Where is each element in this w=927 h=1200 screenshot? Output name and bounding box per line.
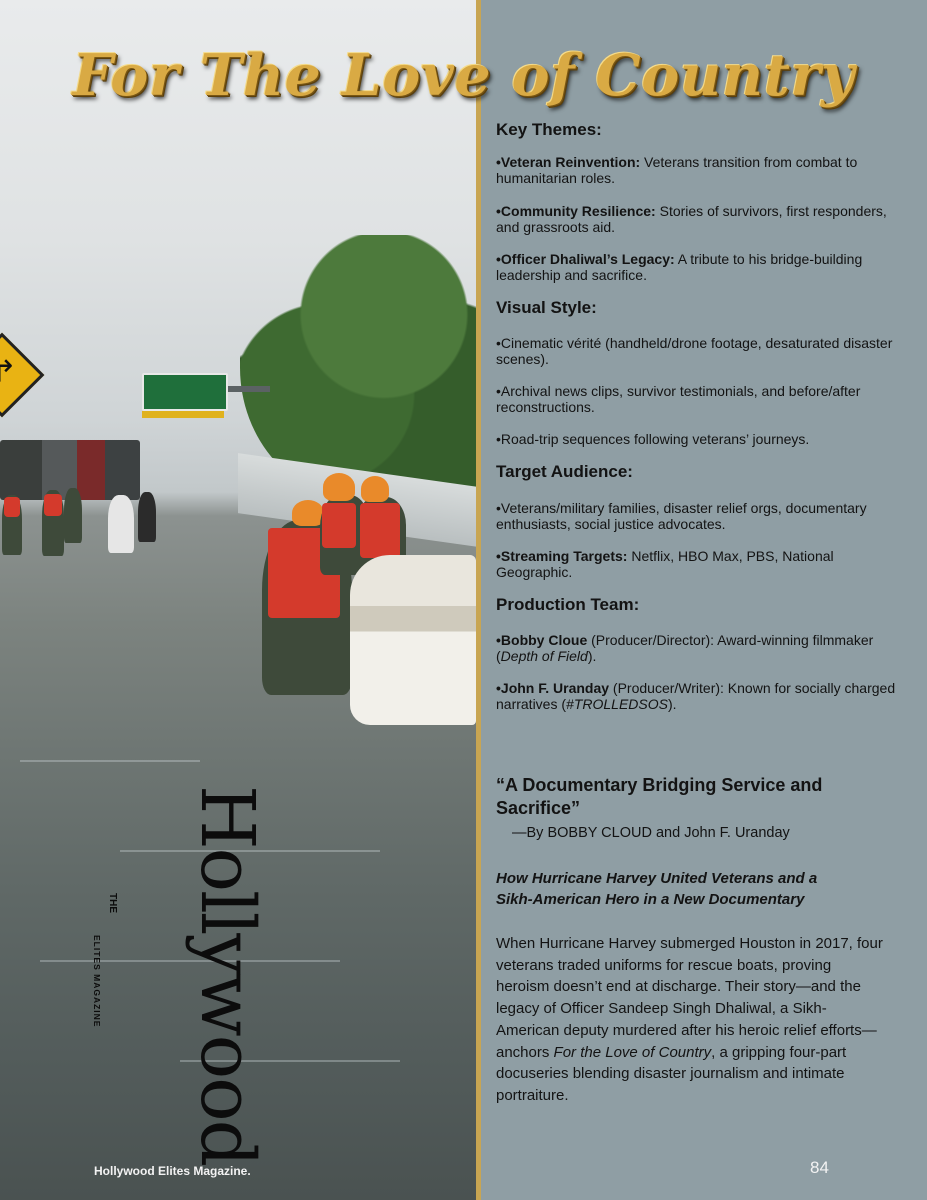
team-member: •John F. Uranday (Producer/Writer): Known for socially charged narratives (#TROLLEDSOS).: [496, 680, 896, 712]
page-number: 84: [810, 1158, 829, 1177]
style-item: •Cinematic vérité (handheld/drone footage, desaturated disaster scenes).: [496, 335, 893, 367]
magazine-logo: [80, 785, 270, 1166]
logo-tagline: ELITES MAGAZINE: [92, 935, 102, 1028]
visual-style-heading: Visual Style:: [496, 298, 597, 317]
water-ripple: [20, 760, 200, 762]
page-title: For The Love of Country: [72, 42, 855, 109]
helmet: [361, 476, 389, 502]
theme-item: •Veteran Reinvention: Veterans transition from combat to humanitarian roles.: [496, 154, 858, 186]
key-themes-heading: Key Themes:: [496, 120, 602, 139]
person: [138, 492, 156, 542]
production-team-heading: Production Team:: [496, 595, 640, 614]
team-member: •Bobby Cloue (Producer/Director): Award-winning filmmaker (Depth of Field).: [496, 632, 874, 664]
target-audience-heading: Target Audience:: [496, 462, 633, 481]
life-vest: [4, 497, 20, 517]
life-vest: [322, 503, 356, 548]
logo-the: THE: [107, 893, 118, 913]
person: [108, 495, 134, 553]
article-body: When Hurricane Harvey submerged Houston in 2017, four veterans traded uniforms for rescue boats, proving heroism doesn’t end at discharge. Their story—and the legacy of Officer Sandeep Singh Dhaliwal, a Sikh-American deputy murdered after his heroic relief efforts—anchors For the Love of Country, a gripping four-part docuseries blending disaster journalism and intimate portraiture.: [496, 935, 883, 1104]
theme-item: •Community Resilience: Stories of survivors, first responders, and grassroots aid.: [496, 203, 887, 235]
article-title: “A Documentary Bridging Service and Sacrifice”: [496, 775, 823, 818]
audience-item: •Streaming Targets: Netflix, HBO Max, PBS, National Geographic.: [496, 548, 834, 580]
sign-post: [222, 386, 270, 392]
audience-item: •Veterans/military families, disaster relief orgs, documentary enthusiasts, social justice advocates.: [496, 500, 867, 532]
person: [64, 488, 82, 543]
article-byline: —By BOBBY CLOUD and John F. Uranday: [512, 825, 790, 841]
logo-wordmark: Hollywood: [184, 785, 270, 1166]
life-vest: [44, 494, 62, 516]
footer-magazine-name: Hollywood Elites Magazine.: [94, 1164, 251, 1178]
article-subhead: How Hurricane Harvey United Veterans and a Sikh-American Hero in a New Documentary: [496, 870, 818, 908]
highway-sign: [142, 373, 228, 411]
helmet: [323, 473, 355, 501]
style-item: •Road-trip sequences following veterans’ journeys.: [496, 431, 810, 447]
style-item: •Archival news clips, survivor testimonials, and before/after reconstructions.: [496, 383, 861, 415]
warning-sign-icon: [0, 333, 44, 418]
rescue-boat: [350, 555, 476, 725]
theme-item: •Officer Dhaliwal’s Legacy: A tribute to his bridge-building leadership and sacrifice.: [496, 251, 863, 283]
life-vest: [360, 503, 400, 558]
